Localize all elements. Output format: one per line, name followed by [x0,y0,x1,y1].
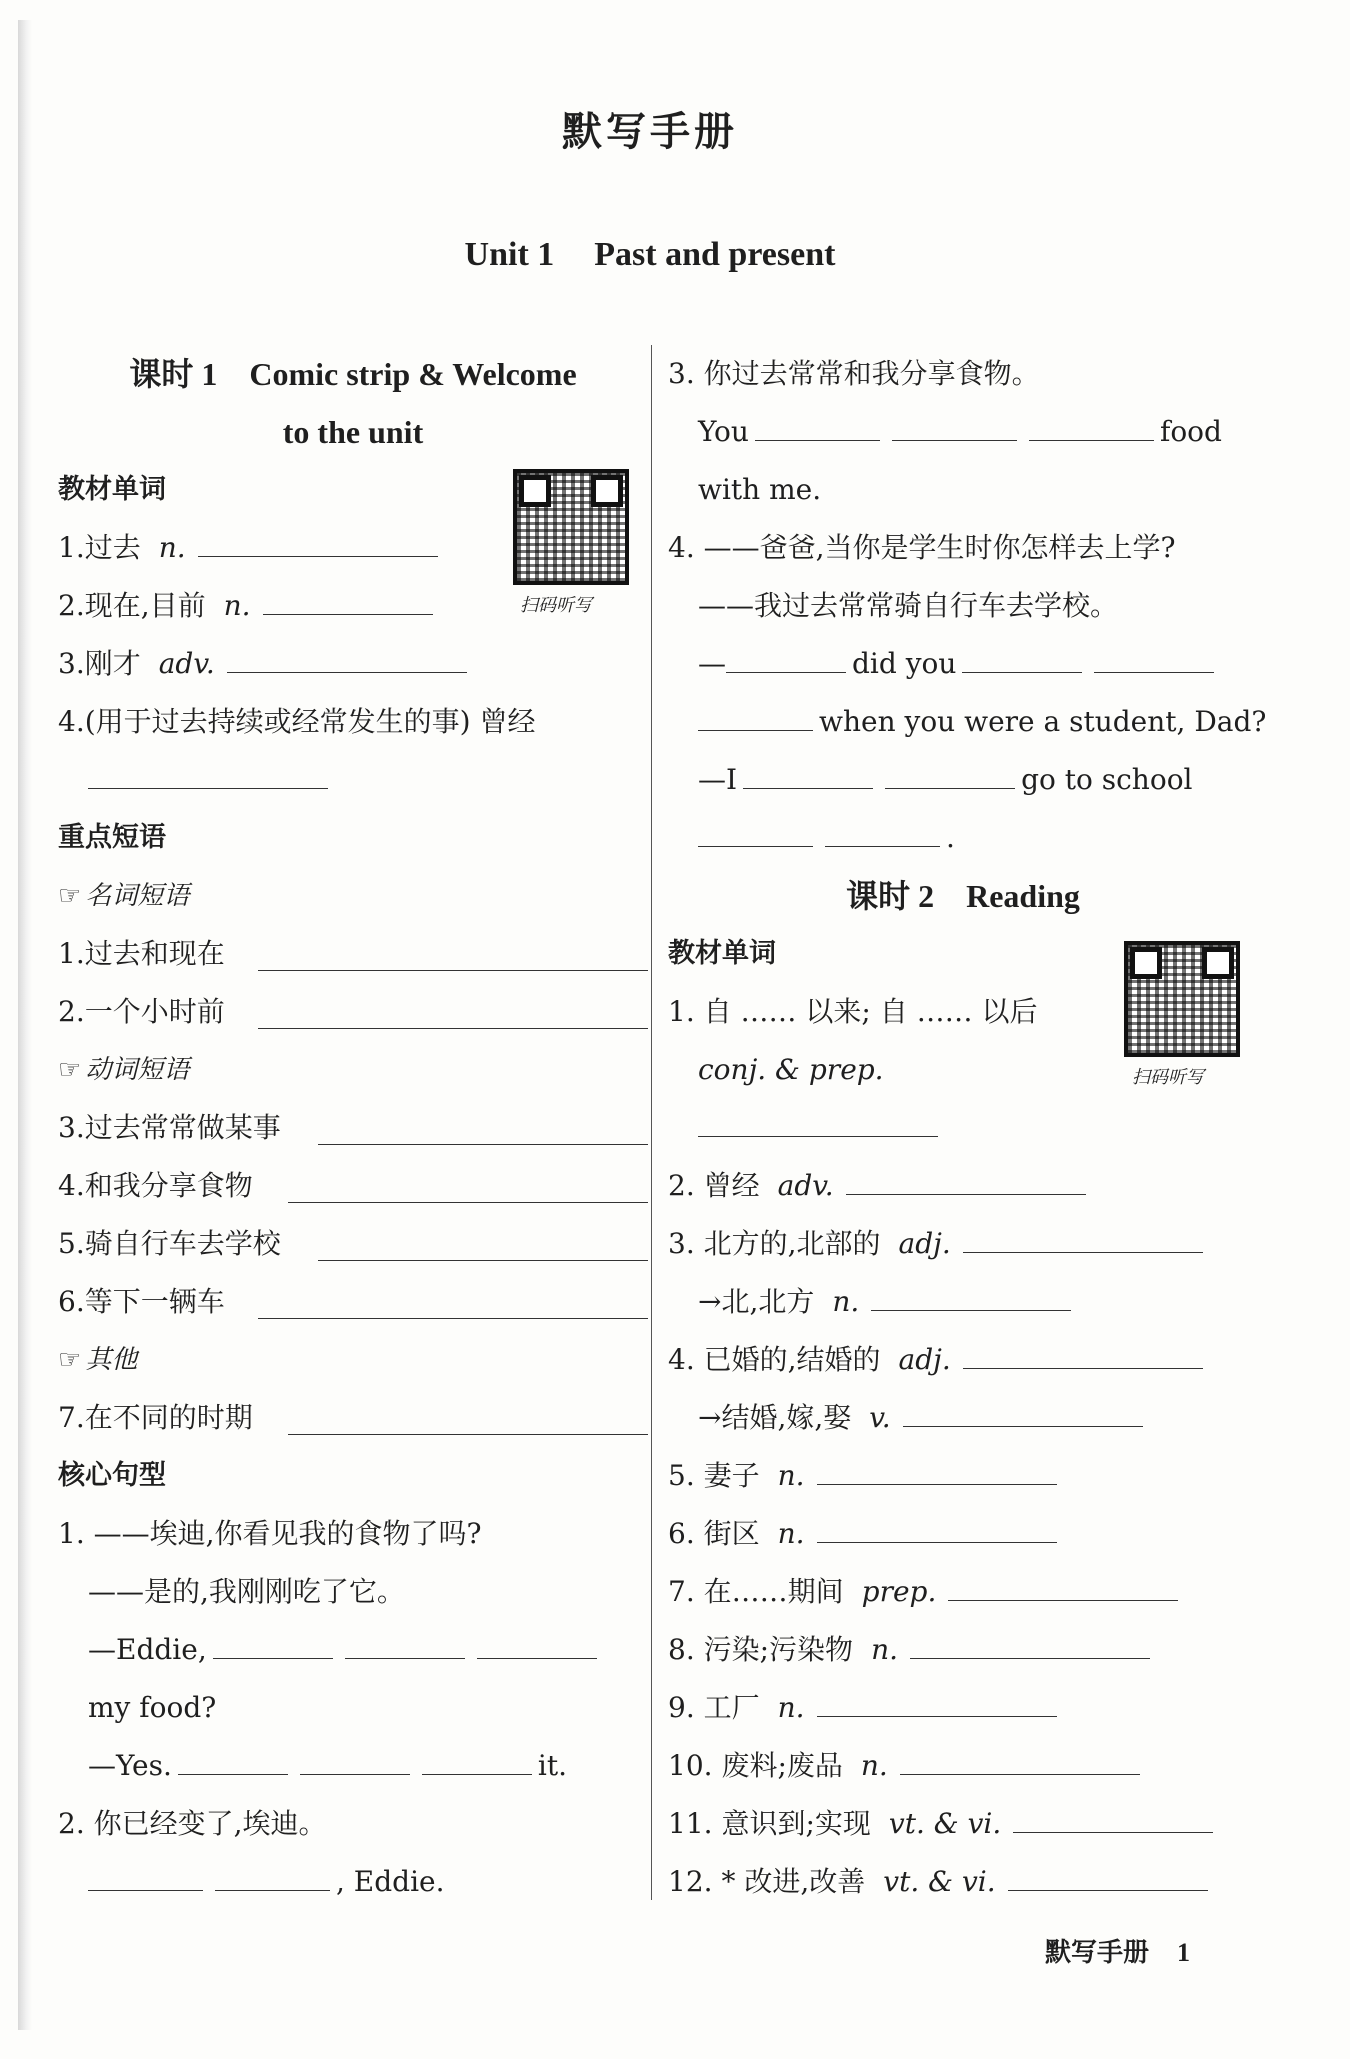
answer-blank[interactable] [318,1144,648,1145]
noun-phrases-label: ☞ 名词短语 [58,881,190,911]
unit-name: Past and present [594,236,836,273]
answer-blank[interactable] [300,1740,410,1775]
sentence-en: , Eddie. [58,1853,648,1911]
qr-caption: 扫码听写 [1132,1067,1204,1088]
words-heading: 教材单词 [668,938,776,969]
answer-blank[interactable] [1013,1798,1213,1833]
sentence-cn: 3. 你过去常常和我分享食物。 [668,357,1040,390]
sentence-en: with me. [698,473,822,506]
phrase-item: 1.过去和现在 [58,925,648,983]
lesson-2-title: 课时 2 Reading [846,878,1080,914]
answer-blank[interactable] [263,580,433,615]
answer-blank[interactable] [892,406,1017,441]
word-item-pos: conj. & prep. [698,1053,884,1086]
pointing-hand-icon: ☞ [58,1055,82,1085]
answer-blank[interactable] [88,754,328,789]
word-item: →北,北方 n. [668,1273,1258,1331]
answer-blank[interactable] [871,1276,1071,1311]
phrase-item: 4.和我分享食物 [58,1157,648,1215]
answer-blank[interactable] [1029,406,1154,441]
answer-blank[interactable] [227,638,467,673]
answer-blank[interactable] [825,812,940,847]
word-item: 3.刚才 adv. [58,635,648,693]
answer-blank[interactable] [213,1624,333,1659]
sentence-cn: 1. ——埃迪,你看见我的食物了吗? [58,1517,482,1550]
lesson-1-title-line2: to the unit [282,414,424,450]
answer-blank[interactable] [215,1856,330,1891]
sentence-cn: 2. 你已经变了,埃迪。 [58,1807,327,1840]
answer-blank[interactable] [345,1624,465,1659]
phrase-item: 7.在不同的时期 [58,1389,648,1447]
footer-label: 默写手册 [1044,1938,1149,1968]
phrases-heading: 重点短语 [58,822,166,853]
answer-blank[interactable] [726,638,846,673]
answer-blank[interactable] [318,1260,648,1261]
answer-blank[interactable] [900,1740,1140,1775]
phrase-item: 2.一个小时前 [58,983,648,1041]
word-item: 5. 妻子 n. [668,1447,1258,1505]
word-item: 7. 在……期间 prep. [668,1563,1258,1621]
sentences-heading: 核心句型 [58,1460,166,1491]
answer-blank[interactable] [288,1434,648,1435]
answer-blank[interactable] [1008,1856,1208,1891]
word-item: 12. * 改进,改善 vt. & vi. [668,1853,1258,1911]
word-item-blank-line [58,751,648,809]
answer-blank[interactable] [178,1740,288,1775]
phrase-item: 6.等下一辆车 [58,1273,648,1331]
answer-blank[interactable] [962,638,1082,673]
word-item: 4. 已婚的,结婚的 adj. [668,1331,1258,1389]
answer-blank[interactable] [698,1102,938,1137]
answer-blank[interactable] [817,1682,1057,1717]
word-item: 2. 曾经 adv. [668,1157,1258,1215]
answer-blank[interactable] [422,1740,532,1775]
answer-blank[interactable] [698,696,813,731]
answer-blank[interactable] [258,1318,648,1319]
sentence-en: — did you [668,635,1258,693]
page-footer [1045,1932,1190,1969]
answer-blank[interactable] [963,1218,1203,1253]
answer-blank[interactable] [88,1856,203,1891]
answer-blank[interactable] [258,970,648,971]
word-item: 1. 自 …… 以来; 自 …… 以后 [668,995,1038,1028]
word-item: 6. 街区 n. [668,1505,1258,1563]
other-phrases-label: ☞ 其他 [58,1345,138,1375]
answer-blank[interactable] [198,522,438,557]
verb-phrases-label: ☞ 动词短语 [58,1055,190,1085]
sentence-en: —I go to school [668,751,1258,809]
answer-blank[interactable] [903,1392,1143,1427]
word-item: 2.现在,目前 n. [58,577,648,635]
words-heading: 教材单词 [58,474,166,505]
qr-caption: 扫码听写 [520,595,592,616]
pointing-hand-icon: ☞ [58,881,82,911]
word-item: 1.过去 n. [58,519,648,577]
answer-blank[interactable] [817,1508,1057,1543]
column-divider [651,345,652,1900]
sentence-cn: ——我过去常常骑自行车去学校。 [698,589,1119,622]
word-item: 11. 意识到;实现 vt. & vi. [668,1795,1258,1853]
arrow-icon: → [698,1285,722,1318]
phrase-item: 3.过去常常做某事 [58,1099,648,1157]
sentence-en: —Yes. it. [58,1737,648,1795]
answer-blank[interactable] [1094,638,1214,673]
word-item: 3. 北方的,北部的 adj. [668,1215,1258,1273]
lesson-1-title-line1: 课时 1 Comic strip & Welcome [129,356,577,392]
sentence-cn: 4. ——爸爸,当你是学生时你怎样去上学? [668,531,1176,564]
word-item: →结婚,嫁,娶 v. [668,1389,1258,1447]
answer-blank[interactable] [477,1624,597,1659]
sentence-cn: ——是的,我刚刚吃了它。 [88,1575,405,1608]
pointing-hand-icon: ☞ [58,1345,82,1375]
answer-blank[interactable] [258,1028,648,1029]
sentence-en: —Eddie, [58,1621,648,1679]
answer-blank[interactable] [948,1566,1178,1601]
phrase-item: 5.骑自行车去学校 [58,1215,648,1273]
right-column [668,345,1267,1911]
unit-title [0,236,1300,274]
answer-blank[interactable] [910,1624,1150,1659]
word-item: 8. 污染;污染物 n. [668,1621,1258,1679]
answer-blank[interactable] [963,1334,1203,1369]
sentence-en: . [668,809,1258,867]
answer-blank[interactable] [743,754,873,789]
word-item-blank-line [668,1099,1258,1157]
word-item: 9. 工厂 n. [668,1679,1258,1737]
arrow-icon: → [698,1401,722,1434]
answer-blank[interactable] [846,1160,1086,1195]
answer-blank[interactable] [288,1202,648,1203]
sentence-en: You food [668,403,1258,461]
word-item: 10. 废料;废品 n. [668,1737,1258,1795]
unit-label: Unit 1 [464,236,555,273]
sentence-en: my food? [88,1691,217,1724]
page-number: 1 [1177,1938,1190,1967]
book-spine-shadow [18,20,32,2030]
word-item: 4.(用于过去持续或经常发生的事) 曾经 [58,705,536,738]
answer-blank[interactable] [885,754,1015,789]
sentence-en: when you were a student, Dad? [668,693,1258,751]
page-title: 默写手册 [562,109,738,155]
left-column [58,345,648,1911]
answer-blank[interactable] [817,1450,1057,1485]
answer-blank[interactable] [698,812,813,847]
answer-blank[interactable] [755,406,880,441]
